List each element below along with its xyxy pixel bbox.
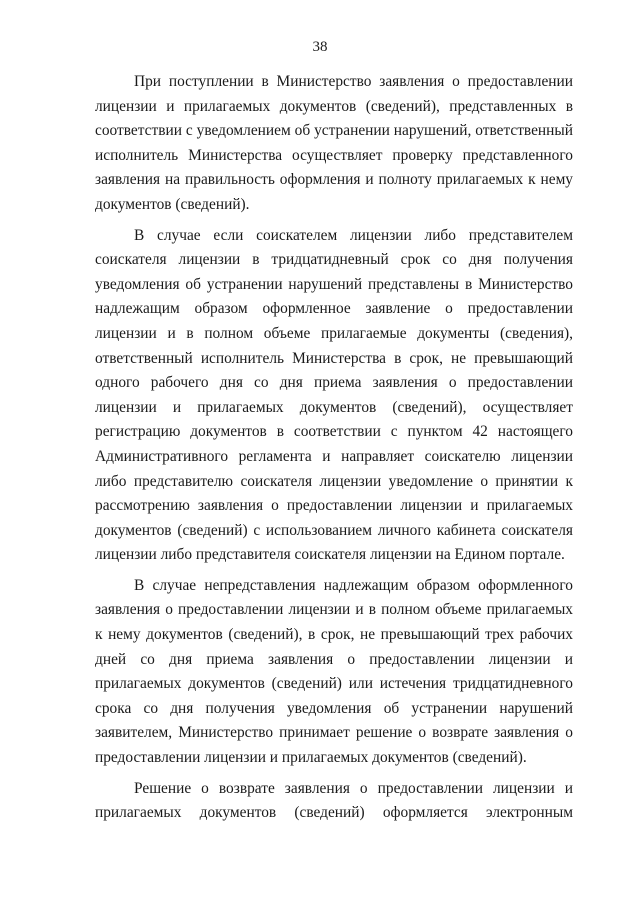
paragraph-receipt-check: При поступлении в Министерство заявления о предоставлении лицензии и прилагаемых документов (сведений), представленных в соответствии с уведомлением об устранении нарушений, ответственный исполнитель Министерства осуществляет проверку представленного заявления на правильность оформления и полноту прилагаемых к нему документов (сведений).: [95, 73, 573, 213]
paragraph-decision-format: Решение о возврате заявления о предоставлении лицензии и прилагаемых документов (сведений) оформляется электронным: [95, 779, 573, 822]
document-body: [95, 70, 573, 826]
page-number: 38: [312, 39, 328, 55]
paragraph-return-decision: В случае непредставления надлежащим образом оформленного заявления о предоставлении лицензии и в полном объеме прилагаемых к нему документов (сведений), в срок, не превышающий трех рабочих дней со дня приема заявления о предоставлении лицензии и прилагаемых документов (сведений) или истечения тридцатидневного срока со дня получения уведомления об устранении нарушений заявителем, Министерство принимает решение о возврате заявления о предоставлении лицензии и прилагаемых документов (сведений).: [95, 576, 573, 767]
paragraph-registration: В случае если соискателем лицензии либо представителем соискателя лицензии в тридцатидневный срок со дня получения уведомления об устранении нарушений представлены в Министерство надлежащим образом оформленное заявление о предоставлении лицензии и в полном объеме прилагаемые документы (сведения), ответственный исполнитель Министерства в срок, не превышающий одного рабочего дня со дня приема заявления о предоставлении лицензии и прилагаемых документов (сведений), осуществляет регистрацию документов в соответствии с пунктом 42 настоящего Административного регламента и направляет соискателю лицензии либо представителю соискателя лицензии уведомление о принятии к рассмотрению заявления о предоставлении лицензии и прилагаемых документов (сведений) с использованием личного кабинета соискателя лицензии либо представителя соискателя лицензии на Едином портале.: [95, 226, 573, 564]
